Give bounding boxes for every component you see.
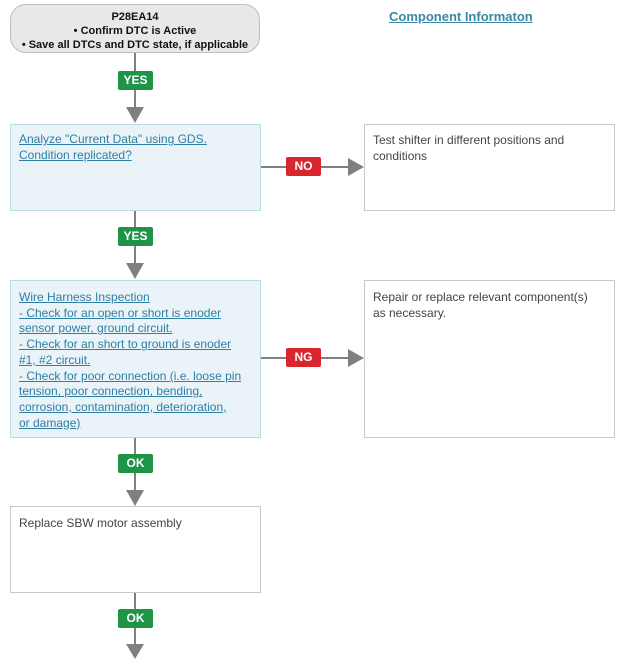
start-item-confirm: • Confirm DTC is Active (73, 25, 197, 37)
arrow-down-icon (126, 107, 144, 123)
wire-harness-inspection-link[interactable]: Wire Harness Inspection (19, 290, 150, 304)
dtc-code: P28EA14 (111, 11, 159, 23)
ng-badge: NG (286, 348, 321, 367)
arrow-down-icon (126, 490, 144, 506)
no-badge: NO (286, 157, 321, 176)
check-short-to-ground-link[interactable]: - Check for an short to ground is enoder (19, 337, 232, 352)
result-test-shifter (364, 124, 615, 211)
check-open-short-link[interactable]: - Check for an open or short is enoder (19, 305, 222, 320)
step-wire-harness-inspection (10, 280, 261, 438)
check-poor-connection-link[interactable]: - Check for poor connection (i.e. loose pin (19, 368, 242, 383)
check-poor-connection-link-cont-2[interactable]: corrosion, contamination, deterioration, (19, 399, 227, 414)
start-node (10, 4, 260, 53)
result-repair-replace (364, 280, 615, 438)
arrow-right-icon (348, 349, 364, 367)
test-shifter-text-line-1: Test shifter in different positions and (373, 133, 565, 147)
step-analyze-current-data (10, 124, 261, 211)
step-replace-sbw-motor (10, 506, 261, 593)
yes-badge: YES (118, 71, 153, 90)
analyze-current-data-link[interactable]: Analyze "Current Data" using GDS. (19, 132, 207, 146)
condition-replicated-link[interactable]: Condition replicated? (19, 147, 132, 162)
check-open-short-link-cont[interactable]: sensor power, ground circuit. (19, 321, 173, 336)
yes-badge: YES (118, 227, 153, 246)
component-information-link[interactable]: Component Informaton (389, 9, 533, 24)
arrow-down-icon (126, 263, 144, 279)
test-shifter-text-line-2: conditions (373, 148, 428, 163)
arrow-down-icon (126, 644, 144, 659)
check-poor-connection-link-cont-1[interactable]: tension, poor connection, bending, (19, 384, 203, 399)
check-poor-connection-link-cont-3[interactable]: or damage) (19, 415, 81, 430)
start-item-save: • Save all DTCs and DTC state, if applicable (21, 39, 249, 51)
ok-badge: OK (118, 454, 153, 473)
check-short-to-ground-link-cont[interactable]: #1, #2 circuit. (19, 352, 91, 367)
repair-replace-text-line-1: Repair or replace relevant component(s) (373, 290, 588, 304)
repair-replace-text-line-2: as necessary. (373, 305, 447, 320)
ok-badge: OK (118, 609, 153, 628)
arrow-right-icon (348, 158, 364, 176)
replace-sbw-motor-text: Replace SBW motor assembly (19, 516, 182, 530)
